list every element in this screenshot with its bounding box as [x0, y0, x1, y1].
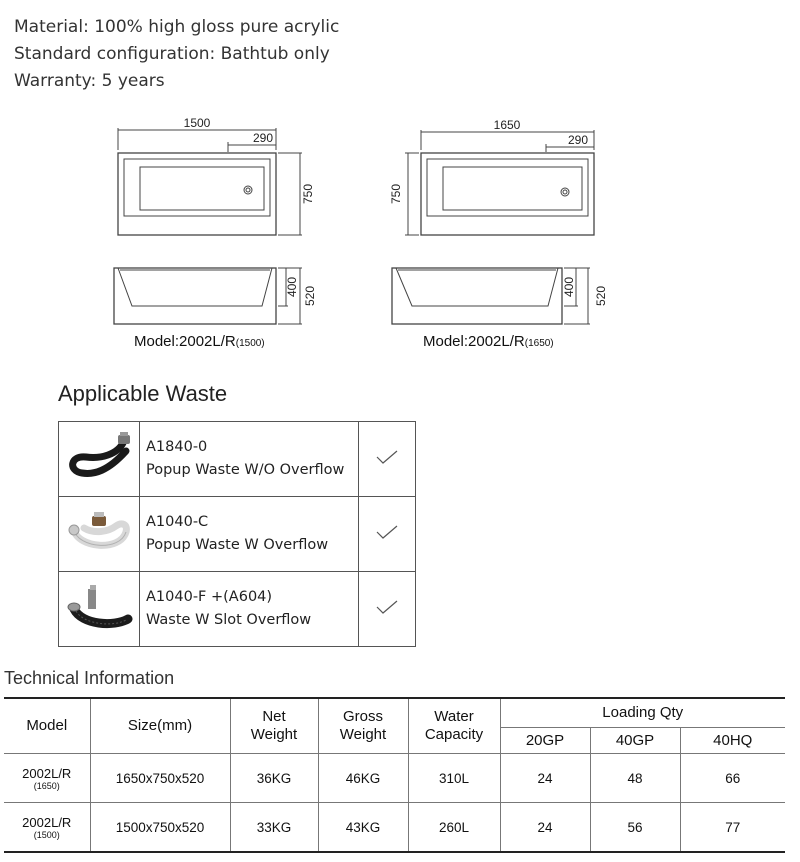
technical-table: [4, 697, 785, 853]
header-40gp: 40GP: [590, 728, 680, 754]
popup-waste-black-icon: [64, 429, 134, 485]
header-40hq: 40HQ: [680, 728, 785, 754]
waste-check: [359, 572, 416, 647]
cell-model: 2002L/R (1500): [4, 803, 90, 853]
header-gross-weight: Gross Weight: [318, 698, 408, 754]
table-row: [4, 803, 785, 853]
bathtub-side-view-1650: [392, 268, 590, 324]
technical-information-title: Technical Information: [4, 668, 175, 688]
dim-width-left: 750: [301, 183, 315, 205]
waste-thumb: [59, 422, 140, 497]
header-model: Model: [4, 698, 90, 754]
table-header-row: [4, 698, 785, 728]
bathtub-top-view-1650: [405, 130, 594, 235]
waste-name: Popup Waste W Overflow: [146, 537, 329, 553]
checkmark-icon: [375, 524, 399, 540]
spec-warranty: Warranty: 5 years: [14, 71, 165, 91]
slot-waste-icon: [64, 579, 134, 635]
bathtub-side-view-1500: [114, 268, 302, 324]
dim-inner-depth-right: 400: [562, 276, 576, 298]
waste-thumb: [59, 497, 140, 572]
waste-name: Popup Waste W/O Overflow: [146, 462, 345, 478]
waste-check: [359, 422, 416, 497]
spec-configuration: Standard configuration: Bathtub only: [14, 44, 330, 64]
waste-name: Waste W Slot Overflow: [146, 612, 312, 628]
technical-drawings: [0, 0, 800, 370]
cell-20gp: 24: [500, 803, 590, 853]
waste-thumb: [59, 572, 140, 647]
checkmark-icon: [375, 449, 399, 465]
dim-height-left: 520: [303, 285, 317, 307]
waste-row: [59, 572, 416, 647]
cell-40gp: 48: [590, 754, 680, 803]
model-label-1650: Model:2002L/R(1650): [423, 333, 554, 350]
waste-code: A1040-F +(A604): [146, 589, 273, 605]
waste-description: [140, 422, 359, 497]
applicable-waste-title: Applicable Waste: [58, 381, 228, 406]
table-row: [4, 754, 785, 803]
cell-gross-weight: 46KG: [318, 754, 408, 803]
cell-40hq: 77: [680, 803, 785, 853]
cell-net-weight: 36KG: [230, 754, 318, 803]
dim-width-right: 750: [389, 183, 403, 205]
cell-40hq: 66: [680, 754, 785, 803]
header-20gp: 20GP: [500, 728, 590, 754]
cell-gross-weight: 43KG: [318, 803, 408, 853]
header-loading-qty: Loading Qty: [500, 698, 785, 728]
dim-height-right: 520: [594, 285, 608, 307]
header-size: Size(mm): [90, 698, 230, 754]
cell-40gp: 56: [590, 803, 680, 853]
waste-table: [58, 421, 416, 647]
checkmark-icon: [375, 599, 399, 615]
waste-code: A1840-0: [146, 439, 208, 455]
cell-model: 2002L/R (1650): [4, 754, 90, 803]
spec-material: Material: 100% high gloss pure acrylic: [14, 17, 340, 37]
dim-length-right: 1650: [493, 118, 521, 132]
cell-20gp: 24: [500, 754, 590, 803]
cell-size: 1650x750x520: [90, 754, 230, 803]
cell-water-capacity: 260L: [408, 803, 500, 853]
dim-length-left: 1500: [183, 116, 211, 130]
dim-inner-depth-left: 400: [285, 276, 299, 298]
bathtub-top-view-1500: [118, 128, 302, 235]
cell-water-capacity: 310L: [408, 754, 500, 803]
dim-drain-right: 290: [567, 133, 589, 147]
cell-net-weight: 33KG: [230, 803, 318, 853]
waste-row: [59, 497, 416, 572]
model-label-1500: Model:2002L/R(1500): [134, 333, 265, 350]
waste-check: [359, 497, 416, 572]
cell-size: 1500x750x520: [90, 803, 230, 853]
waste-description: [140, 572, 359, 647]
header-net-weight: Net Weight: [230, 698, 318, 754]
popup-waste-white-icon: [64, 504, 134, 560]
waste-row: [59, 422, 416, 497]
dim-drain-left: 290: [252, 131, 274, 145]
waste-description: [140, 497, 359, 572]
waste-code: A1040-C: [146, 514, 209, 530]
header-water-capacity: Water Capacity: [408, 698, 500, 754]
